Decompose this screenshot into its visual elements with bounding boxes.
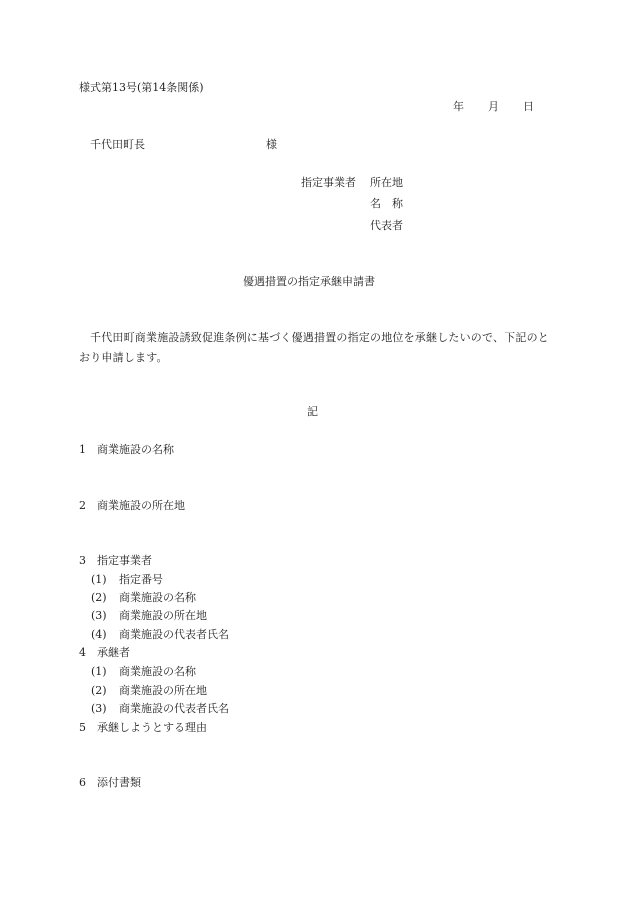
list-item-3 xyxy=(79,555,152,566)
item-number: 1 xyxy=(79,443,86,456)
sub-item-label: 商業施設の所在地 xyxy=(119,684,207,697)
sub-item-label: 商業施設の名称 xyxy=(119,591,196,604)
list-item-5 xyxy=(79,722,207,733)
sub-item-label: 商業施設の名称 xyxy=(119,665,196,678)
date-day-label: 日 xyxy=(523,100,534,113)
date-year-label: 年 xyxy=(453,100,464,113)
sub-item-number: (3) xyxy=(91,609,107,622)
item-number: 6 xyxy=(79,776,86,789)
item-number: 4 xyxy=(79,646,86,659)
list-item-2 xyxy=(79,500,185,511)
item-number: 3 xyxy=(79,554,86,567)
sub-item xyxy=(91,666,196,677)
sub-item-number: (3) xyxy=(91,702,107,715)
ki-label: 記 xyxy=(307,405,318,418)
addressee-name: 千代田町長 xyxy=(90,138,145,151)
item-label: 指定事業者 xyxy=(97,554,152,567)
sub-item-number: (2) xyxy=(91,684,107,697)
date-month-label: 月 xyxy=(488,100,499,113)
sub-item xyxy=(91,629,229,640)
addressee-honorific: 様 xyxy=(266,138,277,151)
body-paragraph: 千代田町商業施設誘致促進条例に基づく優遇措置の指定の地位を承継したいので、下記のとおり申請します。 xyxy=(79,331,549,364)
sub-item-number: (2) xyxy=(91,591,107,604)
list-item-4 xyxy=(79,647,130,658)
item-label: 商業施設の所在地 xyxy=(97,499,185,512)
item-label: 商業施設の名称 xyxy=(97,443,174,456)
sub-item-label: 商業施設の代表者氏名 xyxy=(119,628,229,641)
sub-item xyxy=(91,685,207,696)
sub-item xyxy=(91,574,163,585)
list-item-1 xyxy=(79,444,174,455)
applicant-representative-label: 代表者 xyxy=(370,219,403,232)
sub-item-label: 商業施設の所在地 xyxy=(119,609,207,622)
document-title: 優遇措置の指定承継申請書 xyxy=(243,275,375,288)
sub-item xyxy=(91,610,207,621)
item-label: 添付書類 xyxy=(97,776,141,789)
item-label: 承継しようとする理由 xyxy=(97,721,207,734)
item-number: 5 xyxy=(79,721,86,734)
sub-item-number: (1) xyxy=(91,573,107,586)
sub-item-label: 指定番号 xyxy=(119,573,163,586)
applicant-address-label: 所在地 xyxy=(370,176,403,189)
form-number: 様式第13号(第14条関係) xyxy=(79,81,204,94)
applicant-role: 指定事業者 xyxy=(301,176,356,189)
sub-item-number: (4) xyxy=(91,628,107,641)
item-label: 承継者 xyxy=(97,646,130,659)
applicant-name-label: 名 称 xyxy=(370,197,403,210)
list-item-6 xyxy=(79,777,141,788)
sub-item xyxy=(91,703,229,714)
sub-item-number: (1) xyxy=(91,665,107,678)
sub-item xyxy=(91,592,196,603)
item-number: 2 xyxy=(79,499,86,512)
sub-item-label: 商業施設の代表者氏名 xyxy=(119,702,229,715)
